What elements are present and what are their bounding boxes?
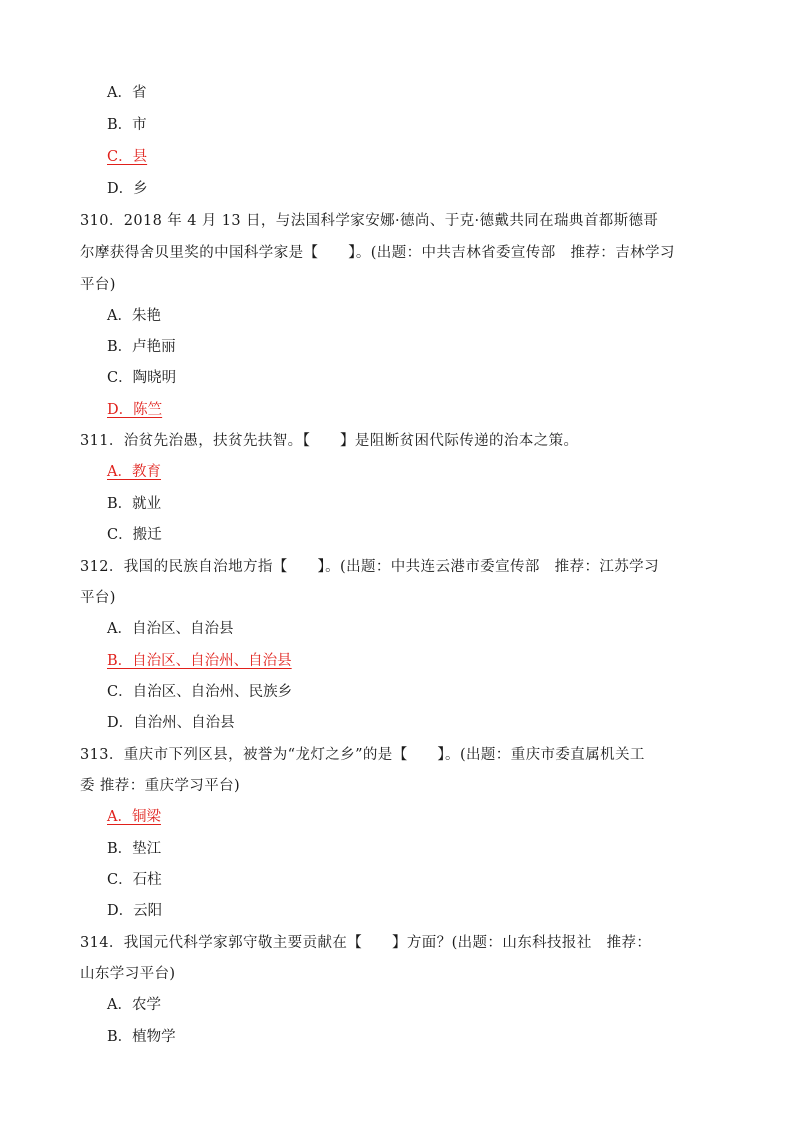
option-c: C．石柱 [107,872,162,888]
question-314: 314．我国元代科学家郭守敬主要贡献在【 】方面？(出题：山东科技报社 推荐： [80,935,652,951]
option-b: B．就业 [107,496,162,512]
option-b-correct: B．自治区、自治州、自治县 [107,653,292,669]
option-c-correct: C．县 [107,149,148,165]
option-a: A．农学 [107,997,161,1013]
option-a: A．省 [107,85,147,101]
option-a: A．朱艳 [107,308,161,324]
question-310: 310．2018 年 4 月 13 日，与法国科学家安娜·德尚、于克·德戴共同在瑞典首都斯德哥 [80,213,659,229]
option-a-correct: A．铜梁 [107,809,161,825]
question-312: 312．我国的民族自治地方指【 】。(出题：中共连云港市委宣传部 推荐：江苏学习 [80,559,659,575]
option-b: B．卢艳丽 [107,339,176,355]
question-313: 313．重庆市下列区县，被誉为“龙灯之乡”的是【 】。(出题：重庆市委直属机关工 [80,747,645,763]
option-d-correct: D．陈竺 [107,402,163,418]
option-b: B．市 [107,117,147,133]
option-d: D．自治州、自治县 [107,715,235,731]
question-311: 311．治贫先治愚，扶贫先扶智。【 】是阻断贫困代际传递的治本之策。 [80,433,579,449]
question-310-continued: 平台) [80,277,116,293]
option-d: D．云阳 [107,903,163,919]
question-314-continued: 山东学习平台) [80,966,176,982]
question-313-continued: 委 推荐：重庆学习平台) [80,778,241,794]
option-d: D．乡 [107,181,148,197]
option-c: C．自治区、自治州、民族乡 [107,684,293,700]
option-c: C．搬迁 [107,527,162,543]
question-312-continued: 平台) [80,590,116,606]
option-a-correct: A．教育 [107,464,161,480]
question-310-continued: 尔摩获得舍贝里奖的中国科学家是【 】。(出题：中共吉林省委宣传部 推荐：吉林学习 [80,245,675,261]
option-a: A．自治区、自治县 [107,621,234,637]
option-c: C．陶晓明 [107,370,177,386]
option-b: B．植物学 [107,1029,176,1045]
option-b: B．垫江 [107,841,162,857]
